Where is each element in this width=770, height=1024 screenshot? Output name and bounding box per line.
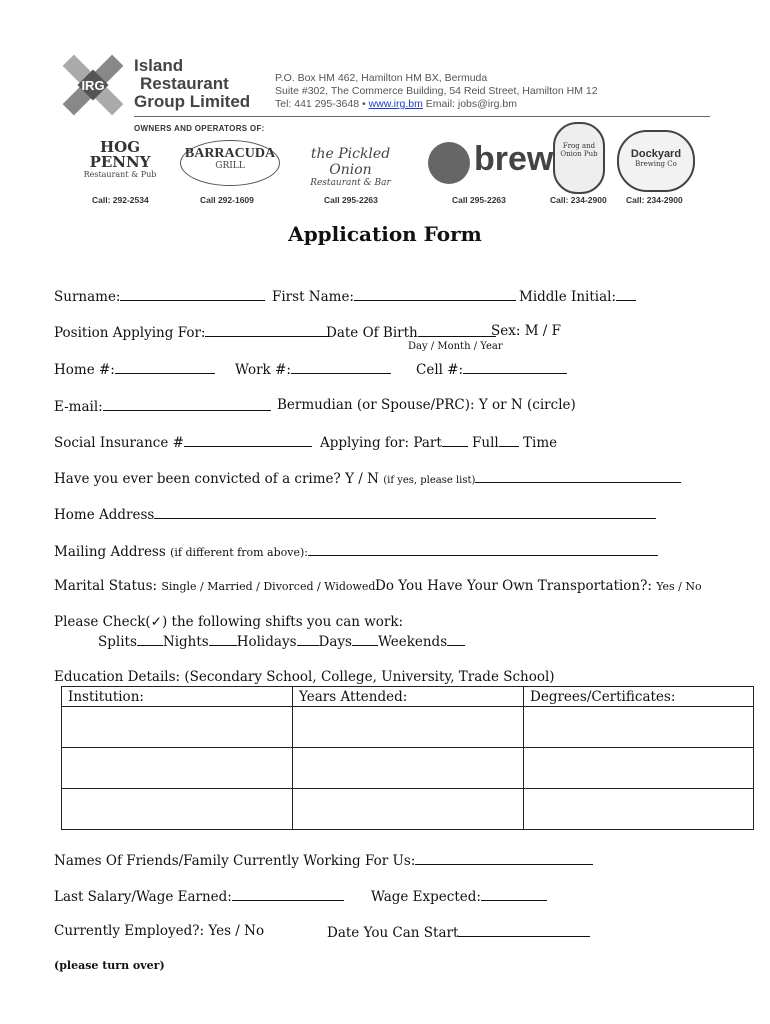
shift-nights-check[interactable]: [209, 632, 237, 646]
applying-for-label: Applying for: Part: [320, 435, 442, 451]
dob-hint: Day / Month / Year: [408, 341, 503, 352]
bermudian-field[interactable]: Bermudian (or Spouse/PRC): Y or N (circle): [277, 397, 576, 413]
email-label: E-mail:: [54, 399, 103, 415]
institution-cell[interactable]: [62, 707, 293, 748]
shift-days-check[interactable]: [352, 632, 378, 646]
work-phone-label: Work #:: [235, 362, 291, 378]
frog-and-onion-logo: [553, 122, 605, 194]
wage-expected-label: Wage Expected:: [371, 889, 481, 905]
shift-splits-label: Splits: [98, 634, 137, 650]
degrees-cell[interactable]: [524, 748, 754, 789]
turn-over-note: (please turn over): [54, 959, 165, 972]
marital-label: Marital Status:: [54, 578, 158, 594]
transport-label: Do You Have Your Own Transportation?:: [375, 578, 652, 594]
transport-options[interactable]: Yes / No: [656, 580, 702, 593]
hog-penny-logo: [70, 140, 170, 179]
table-row: [62, 748, 754, 789]
dob-label: Date Of Birth: [326, 325, 418, 341]
friends-field[interactable]: [415, 851, 593, 865]
dockyard-logo: [617, 130, 695, 192]
middle-initial-label: Middle Initial:: [519, 289, 617, 305]
position-field[interactable]: [205, 323, 329, 337]
header-rule: [134, 116, 710, 117]
degrees-cell[interactable]: [524, 707, 754, 748]
friends-label: Names Of Friends/Family Currently Working For Us:: [54, 853, 416, 869]
surname-field[interactable]: [120, 287, 265, 301]
first-name-field[interactable]: [354, 287, 516, 301]
brand-phone: Call 292-1609: [200, 195, 254, 205]
brand-phone: Call 295-2263: [452, 195, 506, 205]
social-insurance-label: Social Insurance #: [54, 435, 184, 451]
address-line1: P.O. Box HM 462, Hamilton HM BX, Bermuda: [275, 72, 488, 84]
brand-phone: Call: 234-2900: [626, 195, 683, 205]
mailing-hint: (if different from above):: [170, 546, 308, 559]
dob-row: [326, 323, 496, 341]
email-contact: Email: jobs@irg.bm: [425, 98, 517, 110]
shift-splits-check[interactable]: [137, 632, 163, 646]
dob-field[interactable]: [418, 323, 496, 337]
shifts-row: [98, 632, 465, 650]
brand-phone: Call 295-2263: [324, 195, 378, 205]
middle-initial-field[interactable]: [616, 287, 636, 301]
education-label: Education Details: (Secondary School, College, University, Trade School): [54, 669, 555, 685]
full-time-check[interactable]: [499, 433, 519, 447]
crime-label: Have you ever been convicted of a crime? Y / N: [54, 471, 379, 487]
work-phone-field[interactable]: [291, 360, 391, 374]
form-title: Application Form: [288, 222, 482, 246]
shift-holidays-label: Holidays: [236, 634, 297, 650]
brand-name: BARRACUDA: [184, 146, 276, 161]
brand-sub: Brewing Co: [635, 160, 677, 168]
company-name-line1: Island: [134, 56, 184, 75]
brew-emblem-icon: [428, 142, 470, 184]
cell-phone-field[interactable]: [463, 360, 567, 374]
shift-holidays-check[interactable]: [297, 632, 319, 646]
brand-name: HOG PENNY: [89, 138, 151, 171]
company-name-line3: Group Limited: [134, 92, 251, 111]
years-attended-cell[interactable]: [293, 789, 524, 830]
brew-logo: [424, 140, 554, 190]
website-link[interactable]: www.irg.bm: [368, 98, 423, 110]
email-row: [54, 397, 271, 415]
mailing-address-label: Mailing Address: [54, 544, 166, 560]
crime-row: [54, 469, 681, 487]
last-salary-row: [54, 887, 344, 905]
middle-initial-row: [519, 287, 636, 305]
degrees-cell[interactable]: [524, 789, 754, 830]
crime-hint: (if yes, please list): [383, 475, 476, 486]
home-address-label: Home Address: [54, 507, 155, 523]
institution-header: Institution:: [62, 687, 293, 707]
home-phone-row: [54, 360, 215, 378]
company-name: [134, 57, 250, 111]
owners-label: OWNERS AND OPERATORS OF:: [134, 124, 265, 133]
svg-text:IRG: IRG: [81, 78, 105, 93]
brand-phone: Call: 234-2900: [550, 195, 607, 205]
cell-phone-row: [416, 360, 567, 378]
brand-name: brew: [474, 140, 554, 178]
institution-cell[interactable]: [62, 789, 293, 830]
brand-sub: Restaurant & Pub: [83, 170, 157, 179]
barracuda-logo: [180, 140, 280, 186]
address-line2: Suite #302, The Commerce Building, 54 Reid Street, Hamilton HM 12: [275, 85, 598, 97]
home-phone-field[interactable]: [115, 360, 215, 374]
brand-phone: Call: 292-2534: [92, 195, 149, 205]
shift-weekends-label: Weekends: [377, 634, 448, 650]
company-name-line2: Restaurant: [140, 74, 229, 93]
full-label: Full: [472, 435, 499, 451]
surname-label: Surname:: [54, 289, 121, 305]
irg-logo-icon: [54, 46, 132, 124]
last-salary-label: Last Salary/Wage Earned:: [54, 889, 232, 905]
social-insurance-field[interactable]: [184, 433, 312, 447]
institution-cell[interactable]: [62, 748, 293, 789]
marital-row: [54, 578, 375, 594]
friends-row: [54, 851, 593, 869]
education-table: [61, 686, 754, 830]
brand-name: the Pickled Onion: [310, 146, 391, 178]
social-insurance-row: [54, 433, 312, 451]
shifts-label: Please Check(✓) the following shifts you can work:: [54, 614, 404, 630]
crime-field[interactable]: [475, 469, 681, 483]
mailing-address-field[interactable]: [308, 542, 658, 556]
time-label: Time: [523, 435, 558, 451]
years-attended-header: Years Attended:: [293, 687, 524, 707]
first-name-label: First Name:: [272, 289, 354, 305]
shift-nights-label: Nights: [162, 634, 209, 650]
degrees-header: Degrees/Certificates:: [524, 687, 754, 707]
wage-expected-field[interactable]: [481, 887, 547, 901]
start-date-row: [327, 923, 590, 941]
start-date-label: Date You Can Start: [327, 925, 459, 941]
position-row: [54, 323, 329, 341]
transport-row: [375, 578, 702, 594]
start-date-field[interactable]: [458, 923, 590, 937]
pickled-onion-logo: [293, 146, 408, 188]
brand-sub: GRILL: [215, 161, 245, 171]
home-address-field[interactable]: [154, 505, 656, 519]
shift-days-label: Days: [318, 634, 352, 650]
brand-sub: Restaurant & Bar: [310, 178, 391, 188]
years-attended-cell[interactable]: [293, 707, 524, 748]
home-phone-label: Home #:: [54, 362, 115, 378]
first-name-row: [272, 287, 516, 305]
last-salary-field[interactable]: [232, 887, 344, 901]
cell-phone-label: Cell #:: [416, 362, 464, 378]
home-address-row: [54, 505, 656, 523]
work-phone-row: [235, 360, 391, 378]
company-address: [275, 72, 598, 111]
table-row: [62, 789, 754, 830]
sex-field[interactable]: Sex: M / F: [491, 323, 562, 339]
wage-expected-row: [371, 887, 547, 905]
currently-employed-field[interactable]: Currently Employed?: Yes / No: [54, 923, 265, 939]
marital-options[interactable]: Single / Married / Divorced / Widowed: [161, 580, 376, 593]
position-label: Position Applying For:: [54, 325, 206, 341]
contact-line: [275, 98, 598, 111]
table-header-row: [62, 687, 754, 707]
brand-name: Frog and Onion Pub: [560, 142, 598, 158]
applying-for-row: [320, 433, 557, 451]
surname-row: [54, 287, 265, 305]
part-time-check[interactable]: [442, 433, 468, 447]
telephone: Tel: 441 295-3648 •: [275, 98, 366, 110]
brand-name: Dockyard: [630, 148, 682, 160]
shift-weekends-check[interactable]: [447, 632, 465, 646]
table-row: [62, 707, 754, 748]
email-field[interactable]: [103, 397, 271, 411]
mailing-address-row: [54, 542, 658, 560]
years-attended-cell[interactable]: [293, 748, 524, 789]
